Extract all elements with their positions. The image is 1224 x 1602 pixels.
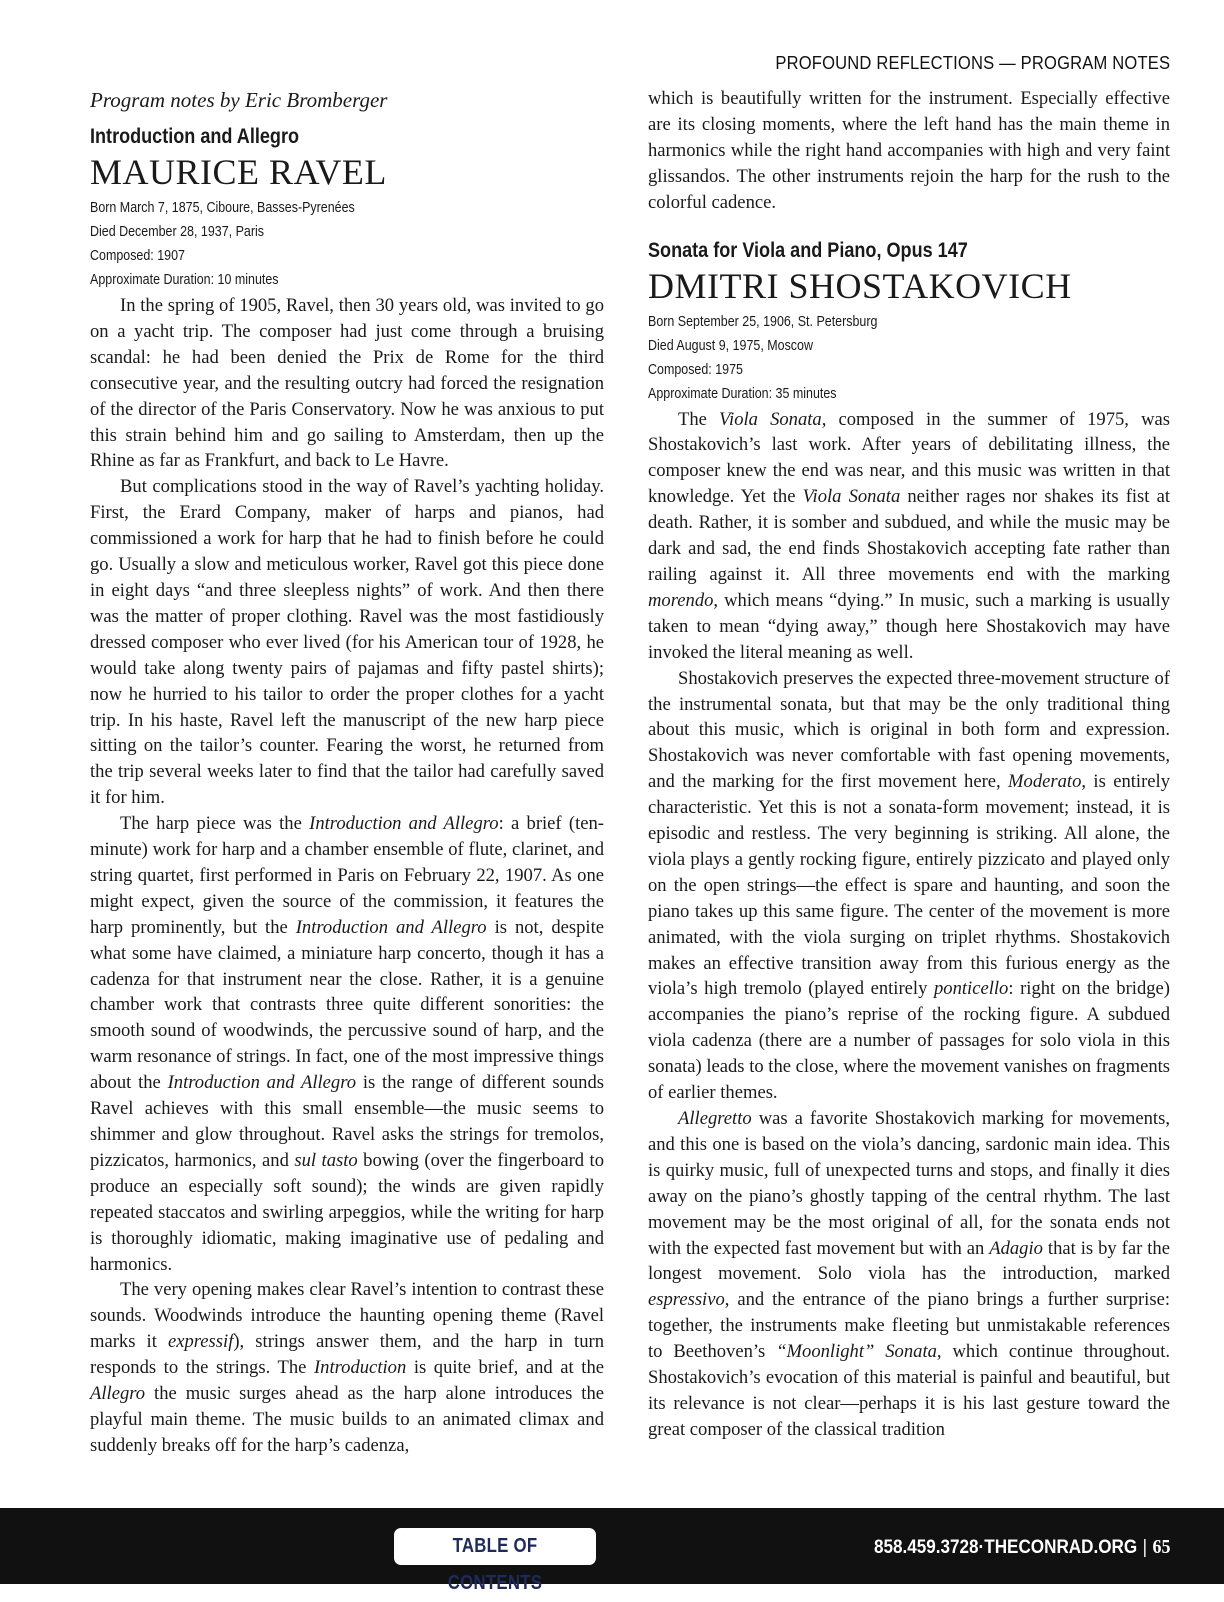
body-paragraph: Allegretto was a favorite Shostakovich marking for movements, and this one is based on the viola’s dancing, sardonic main idea. This is quirky music, full of unexpected turns and stops, and finally it dies away on the piano’s ghostly tapping of the central rhythm. The last movement may be the most original of all, for the sonata ends not with the expected fast movement but with an Adagio that is by far the longest movement. Solo viola has the introduction, marked espressivo, and the entrance of the piano brings a further surprise: together, the instruments make fleeting but unmistakable references to Beethoven’s “Moonlight” Sonata, which continue throughout. Shostakovich’s evocation of this material is painful and beautiful, but its relevance is not clear—perhaps it is his last gesture toward the great composer of the classical tradition — [648, 1108, 1171, 1440]
phone-number[interactable]: 858.459.3728 — [873, 1537, 979, 1558]
website-link[interactable]: THECONRAD.ORG — [983, 1537, 1137, 1558]
died-line: Died December 28, 1937, Paris — [90, 224, 264, 240]
left-column — [90, 86, 604, 1459]
italic-term: Adagio — [989, 1237, 1043, 1259]
piece-title-shostakovich: Sonata for Viola and Piano, Opus 147 — [648, 238, 968, 262]
composer-meta-shostakovich — [648, 310, 1170, 406]
duration-line: Approximate Duration: 35 minutes — [648, 385, 837, 402]
body-paragraph: But complications stood in the way of Ravel’s yachting holiday. First, the Erard Company, maker of harps and pianos, had commissioned a work for harp that he had to finish before he could go. Usually a slow and meticulous worker, Ravel got this piece done in eight days “and three sleepless nights” of work. And then there was the matter of proper clothing. Ravel was the most fastidiously dressed composer who ever lived (for his American tour of 1928, he would take along twenty pairs of pajamas and fifty pastel shirts); now he hurried to his tailor to order the proper clothes for a yacht trip. In his haste, Ravel left the manuscript of the new harp piece sitting on the tailor’s counter. Fearing the worst, he returned from the trip several weeks later to find that the tailor had carefully saved it for him. — [90, 476, 604, 809]
born-line: Born March 7, 1875, Ciboure, Basses-Pyrenées — [90, 200, 355, 216]
italic-term: sul tasto — [294, 1149, 358, 1171]
right-column — [648, 86, 1170, 1443]
composed-line: Composed: 1975 — [648, 361, 743, 378]
italic-term: Introduction and Allegro — [309, 813, 499, 835]
footer-contact — [873, 1532, 1170, 1563]
died-line: Died August 9, 1975, Moscow — [648, 337, 813, 354]
italic-term: Moderato — [1008, 771, 1082, 793]
italic-term: Introduction and Allegro — [167, 1072, 357, 1094]
born-line: Born September 25, 1906, St. Petersburg — [648, 313, 878, 330]
footer-bar — [0, 1508, 1224, 1594]
duration-line: Approximate Duration: 10 minutes — [90, 272, 279, 288]
body-paragraph-continued: which is beautifully written for the instrument. Especially effective are its closing moments, where the left hand has the main theme in harmonics while the right hand accompanies with high and very faint glissandos. The other instruments rejoin the harp for the rush to the colorful cadence. — [648, 88, 1170, 213]
italic-term: Allegro — [90, 1383, 146, 1405]
italic-term: espressivo — [648, 1289, 725, 1311]
section-spacer — [648, 216, 1170, 238]
composer-name-ravel: MAURICE RAVEL — [90, 152, 387, 192]
dot-separator: · — [978, 1537, 984, 1558]
body-paragraph: The very opening makes clear Ravel’s intention to contrast these sounds. Woodwinds introduce the haunting opening theme (Ravel marks it expressif), strings answer them, and the harp in turn responds to the strings. The Introduction is quite brief, and at the Allegro the music surges ahead as the harp alone introduces the playful main theme. The music builds to an animated climax and suddenly breaks off for the harp’s cadenza, — [90, 1279, 604, 1456]
italic-term: “Moonlight” Sonata — [776, 1341, 937, 1363]
table-of-contents-label: TABLE OF CONTENTS — [447, 1535, 543, 1594]
body-paragraph: Shostakovich preserves the expected three-movement structure of the instrumental sonata, but that may be the only traditional thing about this music, which is original in both form and expression. Shostakovich was never comfortable with fast opening movements, and the marking for the first movement here, Moderato, is entirely characteristic. Yet this is not a sonata-form movement; instead, it is episodic and restless. The very beginning is striking. All alone, the viola plays a gently rocking figure, entirely pizzicato and played only on the open strings—the effect is spare and haunting, and soon the piano takes up this same figure. The center of the movement is more animated, with the viola surging on triplet rhythms. Shostakovich makes an effective transition away from this furious energy as the viola’s high tremolo (played entirely ponticello: right on the bridge) accompanies the piano’s reprise of the rocking figure. A subdued viola cadenza (there are a number of passages for solo viola in this sonata) leads to the close, where the movement vanishes on fragments of earlier themes. — [648, 667, 1171, 1104]
composer-name-shostakovich: DMITRI SHOSTAKOVICH — [648, 265, 1072, 306]
italic-term: Viola Sonata — [719, 408, 822, 430]
piece-title-ravel: Introduction and Allegro — [90, 125, 300, 148]
composer-meta-ravel — [90, 196, 604, 292]
italic-term: Introduction — [313, 1357, 407, 1379]
italic-term: Viola Sonata — [802, 486, 901, 508]
byline: Program notes by Eric Bromberger — [90, 88, 388, 112]
italic-term: morendo — [648, 589, 714, 611]
page-number: 65 — [1152, 1536, 1170, 1558]
italic-term: expressif — [167, 1331, 234, 1353]
composed-line: Composed: 1907 — [90, 248, 185, 264]
italic-term: Allegretto — [678, 1108, 752, 1129]
table-of-contents-button[interactable] — [394, 1528, 596, 1594]
body-paragraph: In the spring of 1905, Ravel, then 30 years old, was invited to go on a yacht trip. The composer had just come through a bruising scandal: he had been denied the Prix de Rome for the third consecutive year, and the resulting outcry had forced the resignation of the director of the Paris Conservatory. Now he was anxious to put this strain behind him and go sailing to Amsterdam, then up the Rhine as far as Frankfurt, and back to Le Havre. — [90, 295, 604, 472]
italic-term: ponticello — [933, 978, 1009, 1000]
running-head: PROFOUND REFLECTIONS — PROGRAM NOTES — [775, 53, 1170, 73]
pipe-separator: | — [1142, 1537, 1147, 1558]
body-paragraph: The harp piece was the Introduction and Allegro: a brief (ten-minute) work for harp and a chamber ensemble of flute, clarinet, and string quartet, first performed in Paris on February 22, 1907. As one might expect, given the source of the commission, it features the harp prominently, but the Introduction and Allegro is not, despite what some have claimed, a miniature harp concerto, though it has a cadenza for that instrument near the close. Rather, it is a genuine chamber work that contrasts three quite different sonorities: the smooth sound of woodwinds, the percussive sound of harp, and the warm resonance of strings. In fact, one of the most impressive things about the Introduction and Allegro is the range of different sounds Ravel achieves with this small ensemble—the music seems to shimmer and glow throughout. Ravel asks the strings for tremolos, pizzicatos, harmonics, and sul tasto bowing (over the fingerboard to produce an especially soft sound); the winds are given rapidly repeated staccatos and swirling arpeggios, while the writing for harp is thoroughly idiomatic, making imaginative use of pedaling and harmonics. — [90, 813, 605, 1275]
italic-term: Introduction and Allegro — [295, 916, 487, 938]
body-paragraph: The Viola Sonata, composed in the summer of 1975, was Shostakovich’s last work. After years of debilitating illness, the composer knew the end was near, and this music was written in that knowledge. Yet the Viola Sonata neither rages nor shakes its fist at death. Rather, it is somber and subdued, and while the music may be dark and sad, the end finds Shostakovich accepting fate rather than railing against it. All three movements end with the marking morendo, which means “dying.” In music, such a marking is usually taken to mean “dying away,” though here Shostakovich may have invoked the literal meaning as well. — [648, 408, 1171, 663]
